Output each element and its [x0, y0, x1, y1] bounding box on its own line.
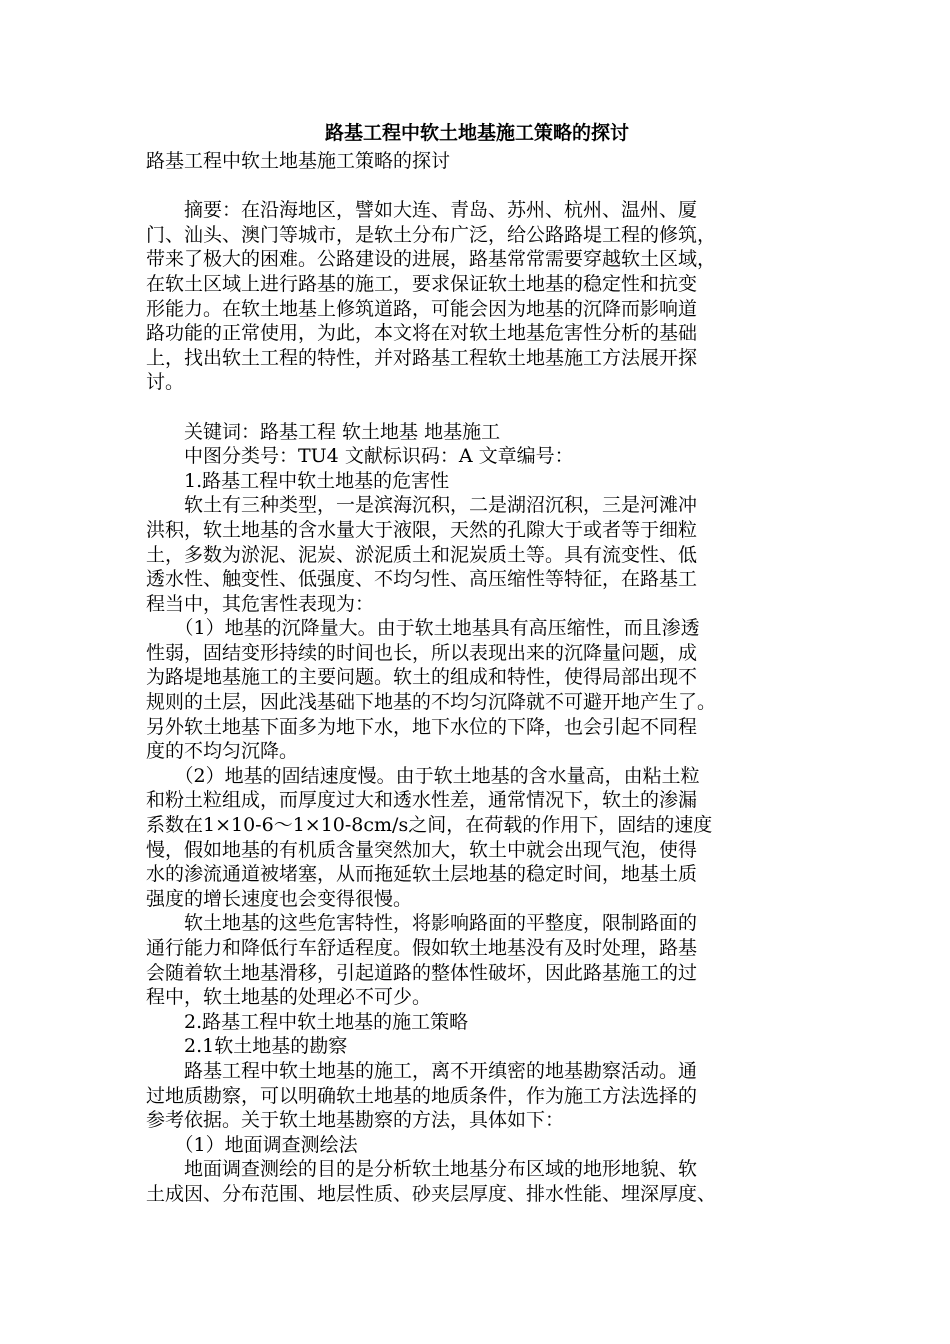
text-line: （1）地基的沉降量大。由于软土地基具有高压缩性，而且渗透 — [146, 617, 700, 640]
text-line: 2.路基工程中软土地基的施工策略 — [146, 1010, 469, 1033]
text-line: 关键词：路基工程 软土地基 地基施工 — [146, 420, 501, 443]
text-line: 土，多数为淤泥、泥炭、淤泥质土和泥炭质土等。具有流变性、低 — [146, 543, 698, 566]
text-line: 路功能的正常使用，为此，本文将在对软土地基危害性分析的基础 — [146, 322, 698, 345]
text-line: 1.路基工程中软土地基的危害性 — [146, 469, 450, 492]
text-line: 摘要：在沿海地区，譬如大连、青岛、苏州、杭州、温州、厦 — [146, 199, 698, 222]
text-line: （1）地面调查测绘法 — [146, 1133, 358, 1156]
text-line: 洪积，软土地基的含水量大于液限，天然的孔隙大于或者等于细粒 — [146, 518, 698, 541]
text-line: 水的渗流通道被堵塞，从而拖延软土层地基的稳定时间，地基土质 — [146, 863, 698, 886]
text-line: 慢，假如地基的有机质含量突然加大，软土中就会出现气泡，使得 — [146, 838, 698, 861]
text-line: 度的不均匀沉降。 — [146, 740, 299, 763]
text-line: 软土地基的这些危害特性，将影响路面的平整度，限制路面的 — [146, 912, 698, 935]
text-line: 土成因、分布范围、地层性质、砂夹层厚度、排水性能、埋深厚度、 — [146, 1182, 717, 1205]
text-line: 规则的土层，因此浅基础下地基的不均匀沉降就不可避开地产生了。 — [146, 691, 717, 714]
text-line: 带来了极大的困难。公路建设的进展，路基常常需要穿越软土区域， — [146, 248, 717, 271]
text-line: 另外软土地基下面多为地下水，地下水位的下降，也会引起不同程 — [146, 715, 698, 738]
text-line: 路基工程中软土地基的施工，离不开缜密的地基勘察活动。通 — [146, 1059, 698, 1082]
text-line: 讨。 — [146, 371, 185, 394]
document-title: 路基工程中软土地基施工策略的探讨 — [324, 122, 629, 144]
text-line: 会随着软土地基滑移，引起道路的整体性破坏，因此路基施工的过 — [146, 961, 698, 984]
document-body — [146, 198, 808, 1206]
text-line: 通行能力和降低行车舒适程度。假如软土地基没有及时处理，路基 — [146, 937, 698, 959]
text-line: 中图分类号：TU4 文献标识码：A 文章编号： — [146, 445, 574, 468]
text-line: 软土有三种类型，一是滨海沉积，二是湖沼沉积，三是河滩冲 — [146, 494, 698, 517]
text-line: 参考依据。关于软土地基勘察的方法，具体如下： — [146, 1109, 565, 1132]
text-line: 在软土区域上进行路基的施工，要求保证软土地基的稳定性和抗变 — [146, 272, 698, 295]
text-line: 上，找出软土工程的特性，并对路基工程软土地基施工方法展开探 — [146, 346, 698, 369]
text-line: 透水性、触变性、低强度、不均匀性、高压缩性等特征，在路基工 — [146, 568, 698, 591]
text-line: 为路堤地基施工的主要问题。软土的组成和特性，使得局部出现不 — [146, 666, 698, 689]
text-line: 系数在1×10-6～1×10-8cm/s之间，在荷载的作用下，固结的速度 — [146, 814, 713, 837]
spacer — [146, 174, 808, 199]
text-line: 性弱，固结变形持续的时间也长，所以表现出来的沉降量问题，成 — [146, 641, 698, 664]
text-line: 强度的增长速度也会变得很慢。 — [146, 887, 413, 910]
document-subtitle: 路基工程中软土地基施工策略的探讨 — [146, 150, 451, 172]
text-line: 2.1软土地基的勘察 — [146, 1035, 348, 1058]
text-line: 过地质勘察，可以明确软土地基的地质条件，作为施工方法选择的 — [146, 1084, 698, 1107]
text-line: 形能力。在软土地基上修筑道路，可能会因为地基的沉降而影响道 — [146, 297, 698, 320]
text-line: （2）地基的固结速度慢。由于软土地基的含水量高，由粘土粒 — [146, 764, 700, 787]
text-line: 程当中，其危害性表现为： — [146, 592, 375, 615]
text-line: 地面调查测绘的目的是分析软土地基分布区域的地形地貌、软 — [146, 1158, 698, 1181]
text-line: 程中，软土地基的处理必不可少。 — [146, 986, 432, 1009]
blank-line — [146, 395, 808, 420]
document-page — [146, 118, 808, 1207]
text-line: 和粉土粒组成，而厚度过大和透水性差，通常情况下，软土的渗漏 — [146, 789, 698, 812]
text-line: 门、汕头、澳门等城市，是软土分布广泛，给公路路堤工程的修筑， — [146, 223, 717, 246]
